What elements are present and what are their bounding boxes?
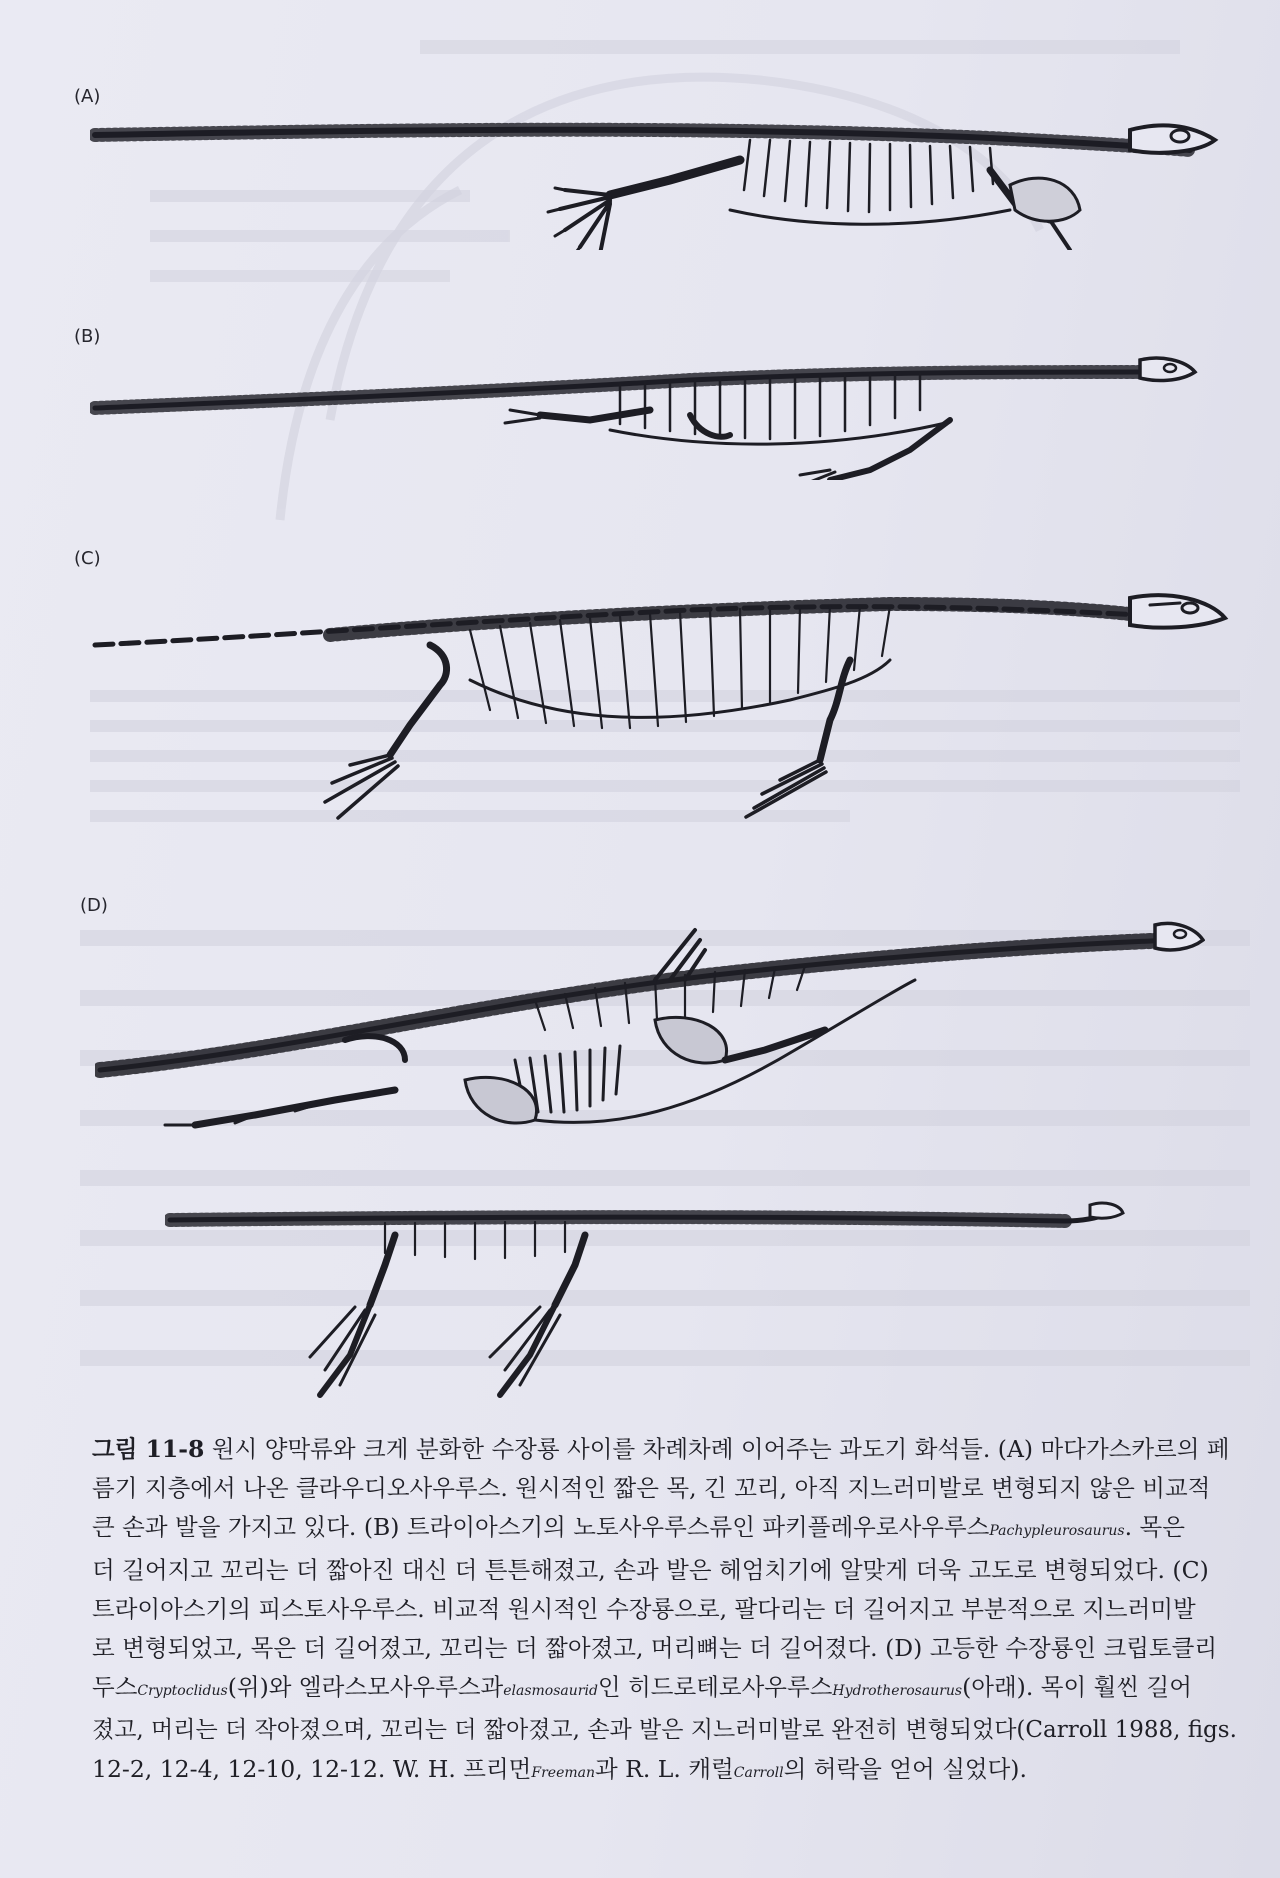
caption-text: 의 허락을 얻어 실었다). (783, 1755, 1027, 1783)
caption-text: 과 R. L. 캐럴 (595, 1755, 734, 1783)
panel-label-d: (D) (80, 895, 108, 916)
caption-text: 로 변형되었고, 목은 더 길어졌고, 꼬리는 더 짧아졌고, 머리뼈는 더 길어졌다. (D) 고등한 수장룡인 크립토클리 (92, 1634, 1218, 1662)
latin-name: Cryptoclidus (137, 1683, 228, 1699)
skeleton-pachypleurosaurus (90, 350, 1200, 480)
caption-text: 름기 지층에서 나온 클라우디오사우루스. 원시적인 짧은 목, 긴 꼬리, 아직 지느러미발로 변형되지 않은 비교적 (92, 1474, 1211, 1502)
skeleton-hydrotherosaurus (165, 1195, 1125, 1400)
skeleton-pistosaurus (90, 580, 1230, 820)
caption-text: (아래). 목이 훨씬 길어 (962, 1673, 1192, 1701)
caption-line (92, 1711, 1247, 1750)
skeleton-cryptoclidus (95, 920, 1205, 1130)
caption-text: 큰 손과 발을 가지고 있다. (B) 트라이아스기의 노토사우루스류인 파키플레우로사우루스 (92, 1513, 990, 1541)
caption-text: 트라이아스기의 피스토사우루스. 비교적 원시적인 수장룡으로, 팔다리는 더 길어지고 부분적으로 지느러미발 (92, 1595, 1196, 1623)
latin-name: Carroll (733, 1765, 784, 1781)
latin-name: Freeman (531, 1765, 595, 1781)
figure-number: 그림 11-8 (92, 1435, 205, 1463)
caption-text: (위)와 엘라스모사우루스과 (227, 1673, 504, 1701)
caption-line (92, 1629, 1247, 1668)
caption-text: 인 히드로테로사우루스 (597, 1673, 833, 1701)
panel-label-b: (B) (74, 326, 101, 347)
caption-line (92, 1469, 1247, 1508)
caption-line (92, 1668, 1247, 1711)
panel-label-a: (A) (74, 86, 101, 107)
latin-name: elasmosaurid (503, 1683, 598, 1699)
latin-name: Hydrotherosaurus (832, 1683, 963, 1699)
panel-label-c: (C) (74, 548, 101, 569)
caption-text: 두스 (92, 1673, 138, 1701)
caption-text: 졌고, 머리는 더 작아졌으며, 꼬리는 더 짧아졌고, 손과 발은 지느러미발로 완전히 변형되었다(Carroll 1988, figs. (92, 1717, 1237, 1743)
caption-line (92, 1430, 1247, 1469)
caption-text: 더 길어지고 꼬리는 더 짧아진 대신 더 튼튼해졌고, 손과 발은 헤엄치기에 알맞게 더욱 고도로 변형되었다. (C) (92, 1556, 1209, 1584)
caption-line (92, 1508, 1247, 1551)
caption-text: 원시 양막류와 크게 분화한 수장룡 사이를 차례차례 이어주는 과도기 화석들. (A) 마다가스카르의 페 (204, 1435, 1230, 1463)
caption-line (92, 1590, 1247, 1629)
caption-line (92, 1551, 1247, 1590)
caption-text: 12-2, 12-4, 12-10, 12-12. W. H. 프리먼 (92, 1755, 532, 1783)
caption-text: . 목은 (1124, 1513, 1185, 1541)
latin-name: Pachypleurosaurus (989, 1523, 1125, 1539)
caption-line (92, 1750, 1247, 1793)
figure-caption (92, 1430, 1247, 1793)
skeleton-claudiosaurus (90, 100, 1220, 250)
